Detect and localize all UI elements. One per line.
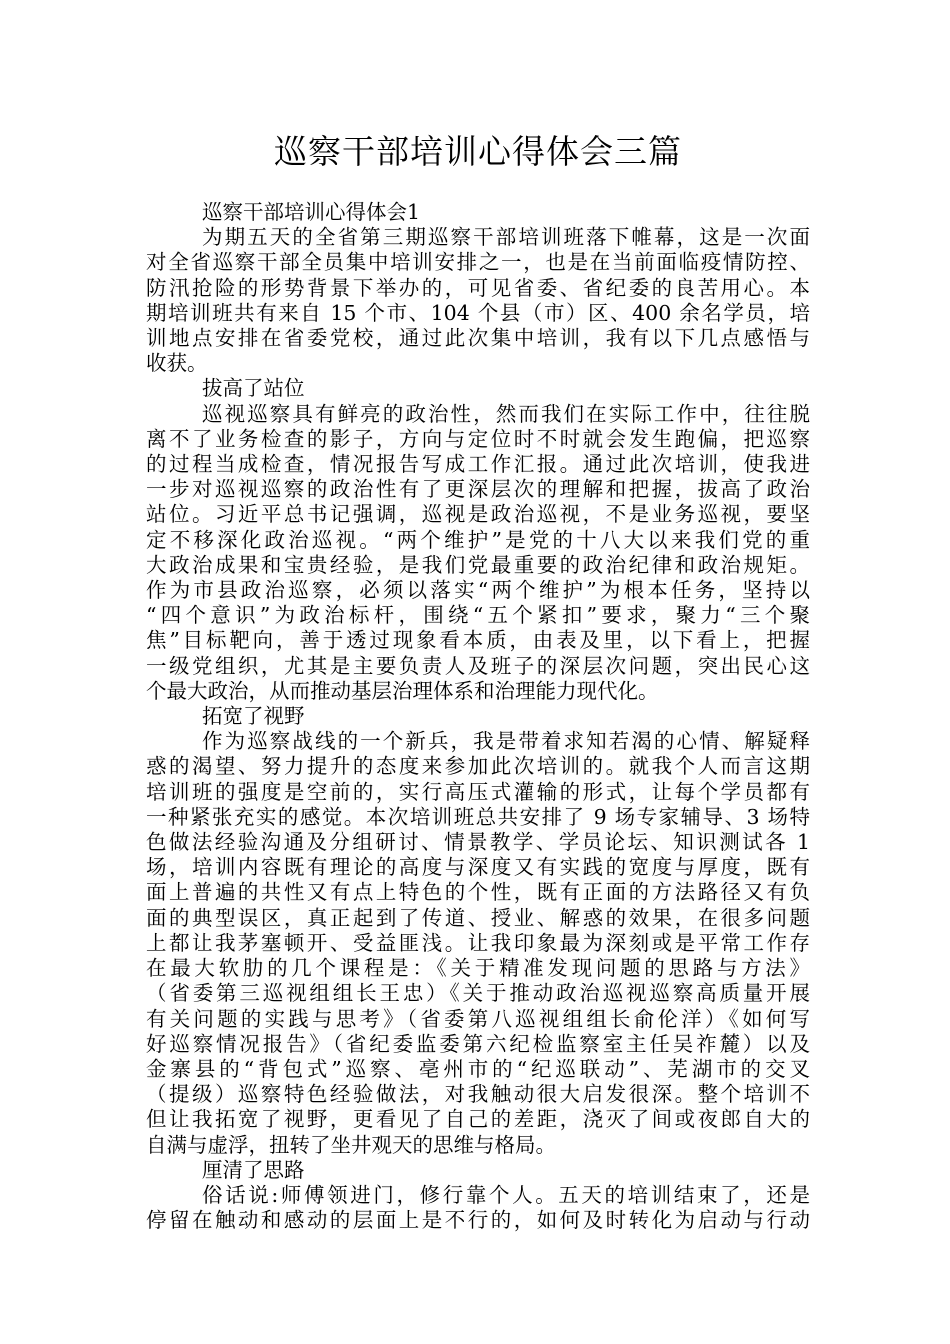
text-line: 一步对巡视巡察的政治性有了更深层次的理解和把握，拔高了政治: [146, 477, 810, 502]
text-line: 金寨县的“背包式”巡察、亳州市的“纪巡联动”、芜湖市的交叉: [146, 1056, 810, 1081]
text-line: 期培训班共有来自 15 个市、104 个县（市）区、400 余名学员，培: [146, 300, 810, 325]
text-line: 自满与虚浮，扭转了坐井观天的思维与格局。: [146, 1132, 556, 1157]
text-line: 停留在触动和感动的层面上是不行的，如何及时转化为启动与行动: [146, 1208, 810, 1233]
text-line: 作为巡察战线的一个新兵，我是带着求知若渴的心情、解疑释: [202, 729, 810, 754]
text-line: 好巡察情况报告》（省纪委监委第六纪检监察室主任吴祚麓）以及: [146, 1031, 810, 1056]
text-line: 巡视巡察具有鲜亮的政治性，然而我们在实际工作中，往往脱: [202, 401, 810, 426]
text-line: 有关问题的实践与思考》（省委第八巡视组组长俞伦洋）《如何写: [146, 1006, 810, 1031]
text-line: 防汛抢险的形势背景下举办的，可见省委、省纪委的良苦用心。本: [146, 275, 810, 300]
text-line: 站位。习近平总书记强调，巡视是政治巡视，不是业务巡视，要坚: [146, 502, 810, 527]
document-page: [146, 132, 810, 1233]
text-line: 为期五天的全省第三期巡察干部培训班落下帷幕，这是一次面: [202, 225, 810, 250]
text-line: 收获。: [146, 351, 208, 376]
text-line: 面的典型误区，真正起到了传道、授业、解惑的效果，在很多问题: [146, 905, 810, 930]
document-body: [146, 200, 810, 1233]
text-line: 离不了业务检查的影子，方向与定位时不时就会发生跑偏，把巡察: [146, 426, 810, 451]
text-line: 但让我拓宽了视野，更看见了自己的差距，浇灭了间或夜郎自大的: [146, 1107, 810, 1132]
text-line: （提级）巡察特色经验做法，对我触动很大启发很深。整个培训不: [146, 1082, 810, 1107]
text-line: 一种紧张充实的感觉。本次培训班总共安排了 9 场专家辅导、3 场特: [146, 804, 810, 829]
text-line: 拓宽了视野: [202, 704, 305, 729]
text-line: 训地点安排在省委党校，通过此次集中培训，我有以下几点感悟与: [146, 326, 810, 351]
text-line: 上都让我茅塞顿开、受益匪浅。让我印象最为深刻或是平常工作存: [146, 930, 810, 955]
text-line: 培训班的强度是空前的，实行高压式灌输的形式，让每个学员都有: [146, 779, 810, 804]
document-title: 巡察干部培训心得体会三篇: [274, 132, 682, 171]
text-line: 在最大软肋的几个课程是：《关于精准发现问题的思路与方法》: [146, 956, 810, 981]
text-line: 焦”目标靶向，善于透过现象看本质，由表及里，以下看上，把握: [146, 628, 810, 653]
text-line: 惑的渴望、努力提升的态度来参加此次培训的。就我个人而言这期: [146, 754, 810, 779]
text-line: 巡察干部培训心得体会1: [202, 200, 421, 224]
text-line: 厘清了思路: [202, 1157, 305, 1182]
text-line: 大政治成果和宝贵经验，是我们党最重要的政治纪律和政治规矩。: [146, 552, 810, 577]
text-line: 拔高了站位: [202, 376, 305, 401]
text-line: 对全省巡察干部全员集中培训安排之一，也是在当前面临疫情防控、: [146, 250, 810, 275]
text-line: 作为市县政治巡察，必须以落实“两个维护”为根本任务，坚持以: [146, 578, 810, 603]
text-line: 的过程当成检查，情况报告写成工作汇报。通过此次培训，使我进: [146, 452, 810, 477]
text-line: 色做法经验沟通及分组研讨、情景教学、学员论坛、知识测试各 1: [146, 830, 810, 855]
text-line: 场，培训内容既有理论的高度与深度又有实践的宽度与厚度，既有: [146, 855, 810, 880]
text-line: （省委第三巡视组组长王忠）《关于推动政治巡视巡察高质量开展: [146, 981, 810, 1006]
text-line: 定不移深化政治巡视。“两个维护”是党的十八大以来我们党的重: [146, 527, 810, 552]
text-line: 俗话说:师傅领进门，修行靠个人。五天的培训结束了，还是: [202, 1182, 810, 1207]
text-line: 面上普遍的共性又有点上特色的个性，既有正面的方法路径又有负: [146, 880, 810, 905]
text-line: 一级党组织，尤其是主要负责人及班子的深层次问题，突出民心这: [146, 653, 810, 678]
text-line: “四个意识”为政治标杆，围绕“五个紧扣”要求，聚力“三个聚: [146, 603, 810, 628]
text-line: 个最大政治，从而推动基层治理体系和治理能力现代化。: [146, 678, 659, 703]
